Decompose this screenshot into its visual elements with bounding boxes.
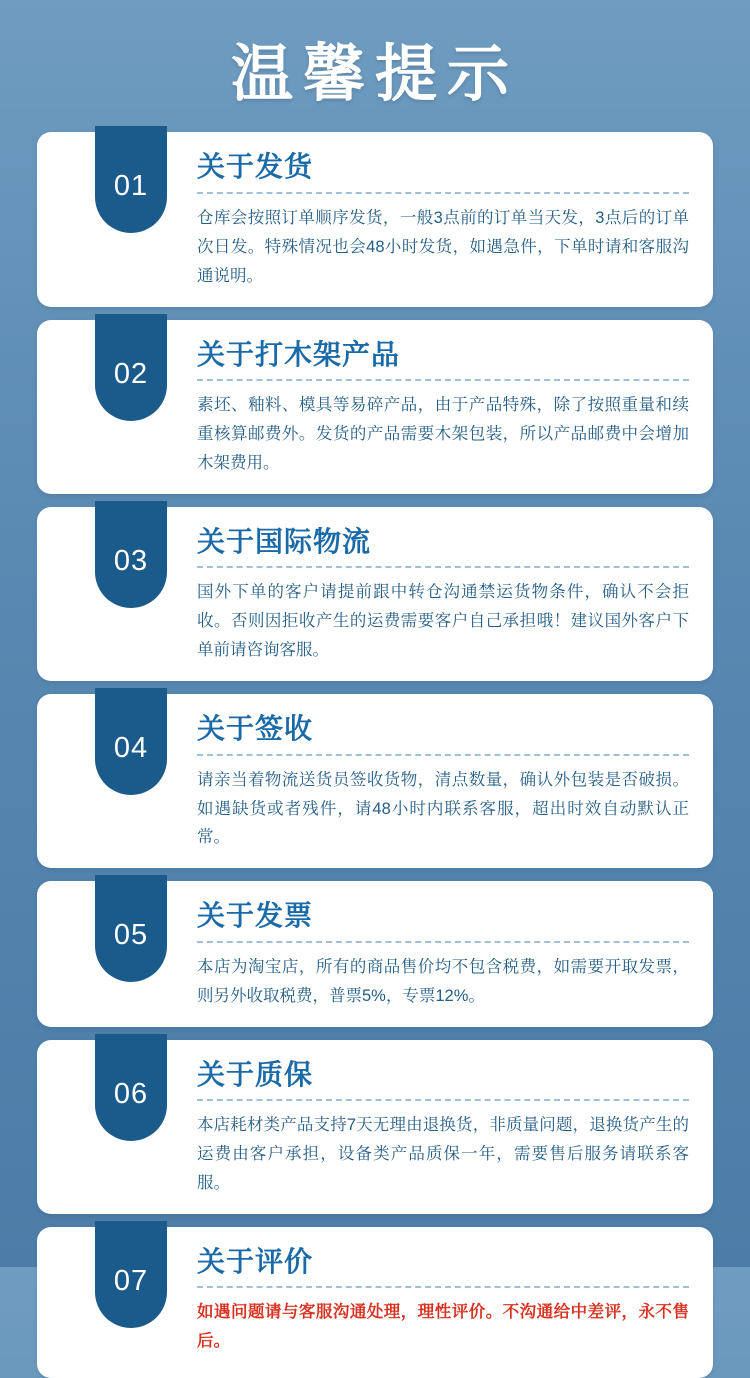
card-text: 请亲当着物流送货员签收货物，清点数量，确认外包装是否破损。如遇缺货或者残件，请48小时内联系客服，超出时效自动默认正常。 bbox=[197, 770, 689, 847]
card-number-badge: 06 bbox=[95, 1034, 167, 1141]
card-text: 仓库会按照订单顺序发货，一般3点前的订单当天发，3点后的订单次日发。特殊情况也会48小时发货，如遇急件，下单时请和客服沟通说明。 bbox=[197, 208, 689, 285]
card-divider bbox=[197, 941, 689, 943]
card-heading: 关于发货 bbox=[197, 151, 314, 183]
card-divider bbox=[197, 754, 689, 756]
notice-card bbox=[37, 1227, 713, 1378]
page-title: 温馨提示 bbox=[230, 40, 519, 109]
card-number-badge: 05 bbox=[95, 875, 167, 982]
card-heading: 关于签收 bbox=[197, 713, 314, 745]
card-text: 如遇问题请与客服沟通处理，理性评价。不沟通给中差评，永不售后。 bbox=[197, 1303, 689, 1351]
card-heading: 关于质保 bbox=[197, 1058, 314, 1090]
notice-card bbox=[37, 132, 713, 306]
card-divider bbox=[197, 379, 689, 381]
card-heading: 关于国际物流 bbox=[197, 525, 372, 557]
card-body bbox=[197, 507, 713, 681]
notice-card bbox=[37, 1040, 713, 1214]
card-body bbox=[197, 132, 713, 306]
card-number-badge: 07 bbox=[95, 1221, 167, 1328]
card-text: 国外下单的客户请提前跟中转仓沟通禁运货物条件，确认不会拒收。否则因拒收产生的运费需要客户自己承担哦！建议国外客户下单前请咨询客服。 bbox=[197, 583, 689, 660]
card-number-badge: 03 bbox=[95, 501, 167, 608]
card-divider bbox=[197, 192, 689, 194]
card-text: 本店为淘宝店，所有的商品售价均不包含税费，如需要开取发票，则另外收取税费，普票5%，专票12%。 bbox=[197, 957, 689, 1005]
card-number-badge: 02 bbox=[95, 314, 167, 421]
card-body bbox=[197, 881, 713, 1026]
card-heading: 关于发票 bbox=[197, 900, 314, 932]
card-number-badge: 04 bbox=[95, 688, 167, 795]
card-text: 本店耗材类产品支持7天无理由退换货，非质量问题，退换货产生的运费由客户承担，设备类产品质保一年，需要售后服务请联系客服。 bbox=[197, 1116, 689, 1192]
notice-card bbox=[37, 507, 713, 681]
card-number-badge: 01 bbox=[95, 126, 167, 233]
notice-card bbox=[37, 694, 713, 868]
card-body bbox=[197, 1227, 713, 1378]
card-heading: 关于打木架产品 bbox=[197, 338, 401, 370]
card-heading: 关于评价 bbox=[197, 1245, 314, 1277]
notice-card bbox=[37, 881, 713, 1026]
card-body bbox=[197, 1040, 713, 1214]
card-text: 素坯、釉料、模具等易碎产品，由于产品特殊，除了按照重量和续重核算邮费外。发货的产品需要木架包装，所以产品邮费中会增加木架费用。 bbox=[197, 396, 689, 472]
card-body bbox=[197, 694, 713, 868]
card-divider bbox=[197, 1286, 689, 1288]
card-divider bbox=[197, 566, 689, 568]
card-divider bbox=[197, 1099, 689, 1101]
notice-card bbox=[37, 320, 713, 494]
notice-card-list bbox=[0, 112, 750, 1378]
card-body bbox=[197, 320, 713, 494]
